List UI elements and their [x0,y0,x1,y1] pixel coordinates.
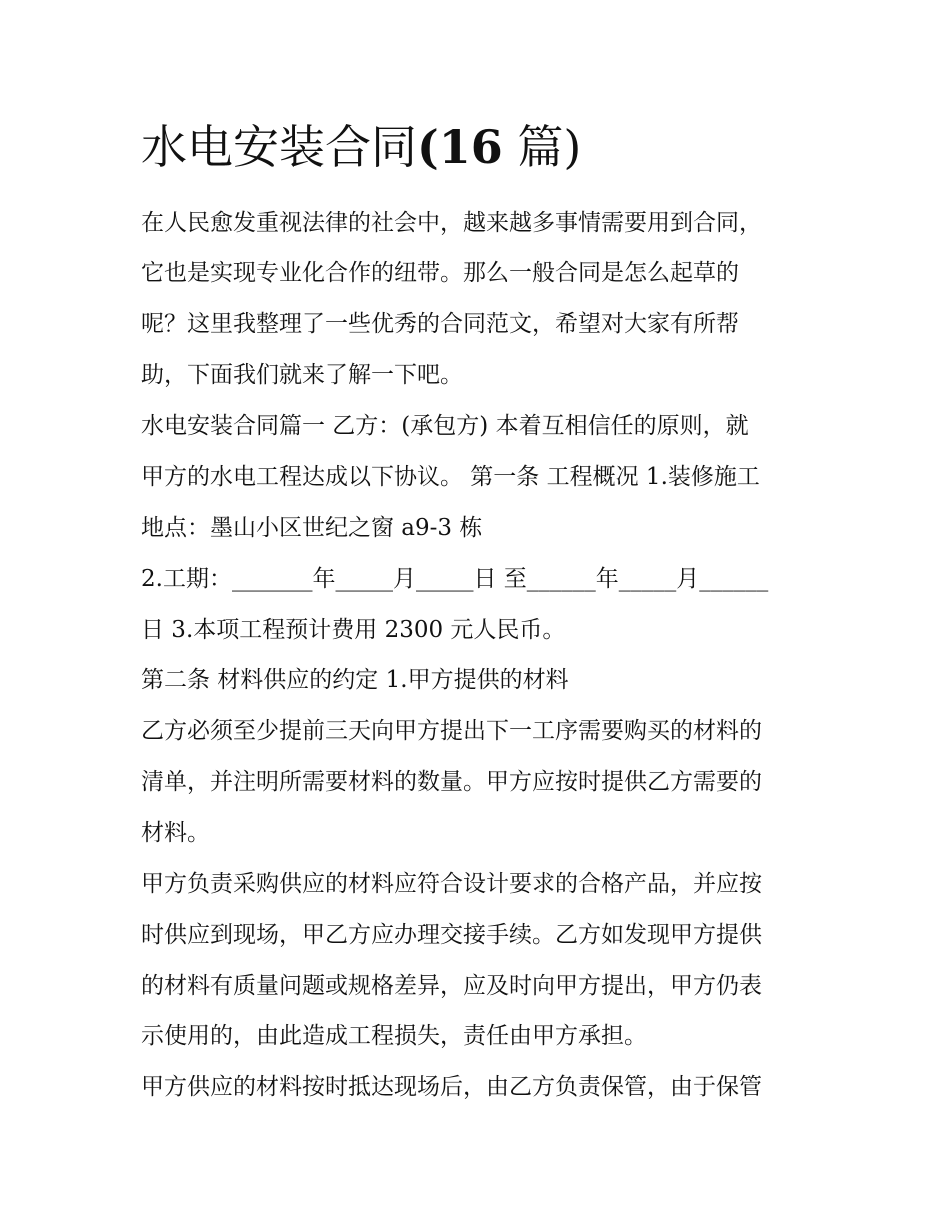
body-line: 清单，并注明所需要材料的数量。甲方应按时提供乙方需要的 [141,769,762,795]
body-line: 第二条 材料供应的约定 1.甲方提供的材料 [141,667,569,693]
body-line: 甲方负责采购供应的材料应符合设计要求的合格产品，并应按 [141,871,762,897]
body-line: 示使用的，由此造成工程损失，责任由甲方承担。 [141,1023,647,1049]
body-line: 乙方必须至少提前三天向甲方提出下一工序需要购买的材料的 [141,718,762,744]
body-line: 2.工期：_______年_____月_____日 至______年_____月______ [141,566,769,592]
body-line: 呢？这里我整理了一些优秀的合同范文，希望对大家有所帮 [141,311,739,337]
body-line: 它也是实现专业化合作的纽带。那么一般合同是怎么起草的 [141,260,739,286]
body-line: 地点：墨山小区世纪之窗 a9-3 栋 [141,515,483,541]
body-line: 时供应到现场，甲乙方应办理交接手续。乙方如发现甲方提供 [141,922,762,948]
body-line: 日 3.本项工程预计费用 2300 元人民币。 [141,617,566,643]
title-count: (16 [417,120,503,174]
title-suffix: 篇) [502,120,582,174]
title-prefix: 水电安装合同 [141,120,417,174]
body-line: 材料。 [141,820,210,846]
body-line: 助，下面我们就来了解一下吧。 [141,362,463,388]
body-line: 甲方供应的材料按时抵达现场后，由乙方负责保管，由于保管 [141,1074,762,1100]
body-line: 水电安装合同篇一 乙方：(承包方) 本着互相信任的原则，就 [141,413,749,439]
document-title [141,116,581,178]
body-line: 甲方的水电工程达成以下协议。 第一条 工程概况 1.装修施工 [141,464,760,490]
body-line: 的材料有质量问题或规格差异，应及时向甲方提出，甲方仍表 [141,973,762,999]
body-line: 在人民愈发重视法律的社会中，越来越多事情需要用到合同， [141,210,762,236]
